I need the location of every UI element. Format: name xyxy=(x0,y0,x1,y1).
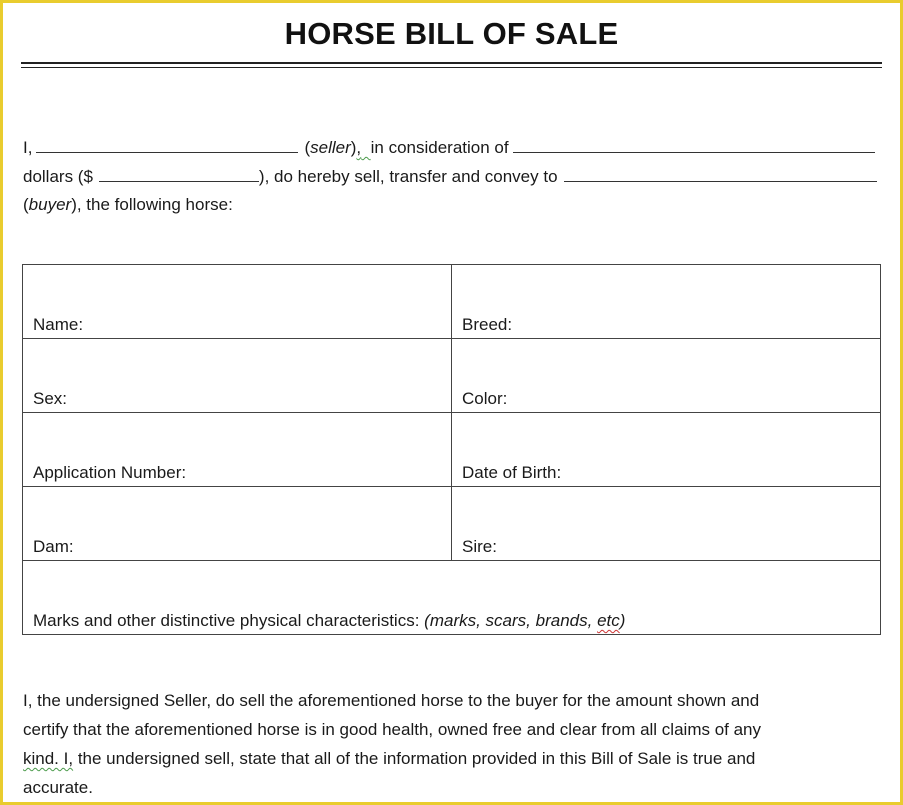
closing-line-1: I, the undersigned Seller, do sell the aforementioned horse to the buyer for the amount shown and xyxy=(23,691,760,710)
table-row xyxy=(23,339,881,413)
closing-paragraph xyxy=(23,686,883,802)
closing-line-4: accurate. xyxy=(23,778,93,797)
table-row xyxy=(23,413,881,487)
breed-field[interactable]: Breed: xyxy=(452,265,881,339)
buyer-name-blank[interactable] xyxy=(564,165,877,182)
marks-field[interactable] xyxy=(23,561,881,635)
consideration-amount-blank[interactable] xyxy=(513,136,875,153)
buyer-label: buyer xyxy=(28,195,72,214)
horse-details-table xyxy=(22,264,881,635)
marks-label: Marks and other distinctive physical characteristics: xyxy=(33,611,420,630)
table-row xyxy=(23,265,881,339)
intro-comma: , xyxy=(356,138,362,157)
intro-line-3: ( buyer ), the following horse: xyxy=(23,191,883,220)
seller-name-blank[interactable] xyxy=(36,136,298,153)
name-field[interactable]: Name: xyxy=(23,265,452,339)
intro-i: I, xyxy=(23,138,33,157)
intro-line-1: I, (seller), in consideration of xyxy=(23,134,883,163)
table-row xyxy=(23,487,881,561)
title-rule-thin xyxy=(21,67,882,68)
seller-label: seller xyxy=(310,138,351,157)
date-of-birth-field[interactable]: Date of Birth: xyxy=(452,413,881,487)
color-field[interactable]: Color: xyxy=(452,339,881,413)
dollars-label: dollars ($ xyxy=(23,166,93,186)
dollar-amount-blank[interactable] xyxy=(99,165,259,182)
consideration-text: in consideration of xyxy=(370,138,509,157)
closing-line-2: certify that the aforementioned horse is in good health, owned free and clear from all claims of any xyxy=(23,720,762,739)
document-title: HORSE BILL OF SALE xyxy=(284,16,619,51)
intro-paragraph xyxy=(23,134,883,220)
table-row xyxy=(23,561,881,635)
sex-field[interactable]: Sex: xyxy=(23,339,452,413)
dam-field[interactable]: Dam: xyxy=(23,487,452,561)
convey-text: ), do hereby sell, transfer and convey to xyxy=(258,166,558,186)
application-number-field[interactable]: Application Number: xyxy=(23,413,452,487)
closing-line-3: kind. I, the undersigned sell, state that all of the information provided in this Bill of Sale is true and xyxy=(23,749,756,768)
marks-hint: (marks, scars, brands, etc) xyxy=(424,611,626,630)
intro-line-2 xyxy=(23,163,883,192)
title-rule-thick xyxy=(21,62,882,64)
sire-field[interactable]: Sire: xyxy=(452,487,881,561)
following-horse-text: ), the following horse: xyxy=(71,195,233,214)
